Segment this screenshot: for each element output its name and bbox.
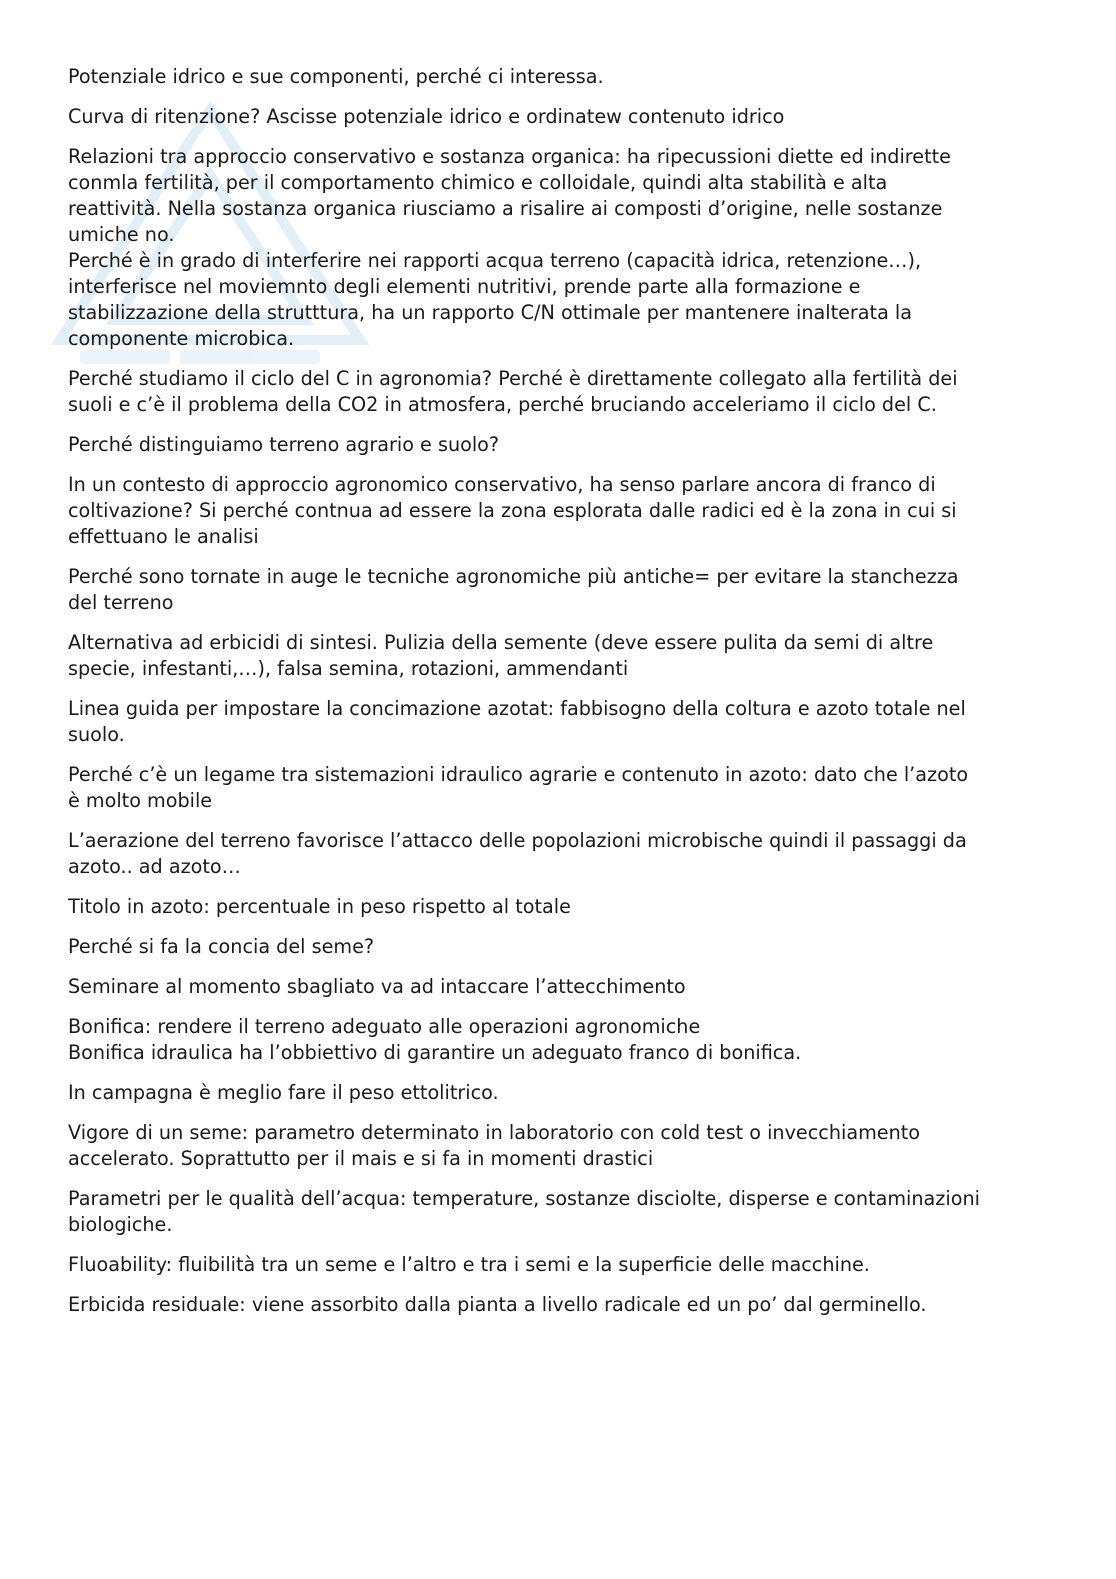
text-line: Erbicida residuale: viene assorbito dalla pianta a livello radicale ed un po’ dal germinello. bbox=[68, 1293, 927, 1316]
text-line: del terreno bbox=[68, 591, 174, 614]
text-line: Relazioni tra approccio conservativo e sostanza organica: ha ripecussioni diette ed indirette bbox=[68, 145, 951, 168]
text-line: azoto.. ad azoto… bbox=[68, 855, 241, 878]
text-line: Fluoability: fluibilità tra un seme e l’altro e tra i semi e la superficie delle macchine. bbox=[68, 1253, 870, 1276]
text-line: Perché distinguiamo terreno agrario e suolo? bbox=[68, 433, 500, 456]
text-line: Bonifica: rendere il terreno adeguato alle operazioni agronomiche bbox=[68, 1015, 701, 1038]
paragraph bbox=[68, 1080, 1053, 1106]
paragraph bbox=[68, 1014, 1053, 1066]
paragraph bbox=[68, 64, 1053, 90]
paragraph bbox=[68, 894, 1053, 920]
text-line: biologiche. bbox=[68, 1213, 173, 1236]
text-line: coltivazione? Si perché contnua ad essere la zona esplorata dalle radici ed è la zona in cui si bbox=[68, 499, 957, 522]
text-line: componente microbica. bbox=[68, 327, 295, 350]
paragraph bbox=[68, 472, 1053, 550]
paragraph bbox=[68, 934, 1053, 960]
text-line: Linea guida per impostare la concimazione azotat: fabbisogno della coltura e azoto totale nel bbox=[68, 697, 966, 720]
paragraph bbox=[68, 1186, 1053, 1238]
paragraph bbox=[68, 828, 1053, 880]
paragraph bbox=[68, 564, 1053, 616]
text-line: Vigore di un seme: parametro determinato in laboratorio con cold test o invecchiamento bbox=[68, 1121, 921, 1144]
text-line: umiche no. bbox=[68, 223, 175, 246]
paragraph bbox=[68, 366, 1053, 418]
text-line: Alternativa ad erbicidi di sintesi. Pulizia della semente (deve essere pulita da semi di altre bbox=[68, 631, 934, 654]
text-line: Perché studiamo il ciclo del C in agronomia? Perché è direttamente collegato alla fertilità dei bbox=[68, 367, 958, 390]
paragraph bbox=[68, 974, 1053, 1000]
text-line: Perché è in grado di interferire nei rapporti acqua terreno (capacità idrica, retenzione…), bbox=[68, 249, 922, 272]
text-line: L’aerazione del terreno favorisce l’attacco delle popolazioni microbische quindi il passaggi da bbox=[68, 829, 967, 852]
text-line: reattività. Nella sostanza organica riusciamo a risalire ai composti d’origine, nelle sostanze bbox=[68, 197, 943, 220]
paragraph bbox=[68, 1292, 1053, 1318]
text-line: interferisce nel moviemnto degli elementi nutritivi, prende parte alla formazione e bbox=[68, 275, 861, 298]
text-line: In campagna è meglio fare il peso ettolitrico. bbox=[68, 1081, 499, 1104]
text-line: Parametri per le qualità dell’acqua: temperature, sostanze disciolte, disperse e contaminazioni bbox=[68, 1187, 980, 1210]
text-line: Titolo in azoto: percentuale in peso rispetto al totale bbox=[68, 895, 571, 918]
text-line: In un contesto di approccio agronomico conservativo, ha senso parlare ancora di franco di bbox=[68, 473, 936, 496]
document-page bbox=[68, 64, 1053, 1332]
paragraph bbox=[68, 432, 1053, 458]
paragraph bbox=[68, 696, 1053, 748]
paragraph bbox=[68, 1252, 1053, 1278]
text-line: Potenziale idrico e sue componenti, perché ci interessa. bbox=[68, 65, 604, 88]
text-line: suolo. bbox=[68, 723, 125, 746]
text-line: Curva di ritenzione? Ascisse potenziale idrico e ordinatew contenuto idrico bbox=[68, 105, 785, 128]
text-line: Perché sono tornate in auge le tecniche agronomiche più antiche= per evitare la stanchezza bbox=[68, 565, 959, 588]
paragraph bbox=[68, 104, 1053, 130]
paragraph bbox=[68, 630, 1053, 682]
text-line: è molto mobile bbox=[68, 789, 213, 812]
text-line: Perché si fa la concia del seme? bbox=[68, 935, 375, 958]
text-line: Seminare al momento sbagliato va ad intaccare l’attecchimento bbox=[68, 975, 686, 998]
text-line: Perché c’è un legame tra sistemazioni idraulico agrarie e contenuto in azoto: dato che l’azoto bbox=[68, 763, 969, 786]
paragraph bbox=[68, 1120, 1053, 1172]
paragraph bbox=[68, 762, 1053, 814]
paragraph bbox=[68, 144, 1053, 352]
text-line: Bonifica idraulica ha l’obbiettivo di garantire un adeguato franco di bonifica. bbox=[68, 1041, 802, 1064]
text-line: conmla fertilità, per il comportamento chimico e colloidale, quindi alta stabilità e alta bbox=[68, 171, 888, 194]
text-line: accelerato. Soprattutto per il mais e si fa in momenti drastici bbox=[68, 1147, 654, 1170]
text-line: specie, infestanti,…), falsa semina, rotazioni, ammendanti bbox=[68, 657, 629, 680]
text-line: stabilizzazione della strutttura, ha un rapporto C/N ottimale per mantenere inalterata la bbox=[68, 301, 913, 324]
text-line: suoli e c’è il problema della CO2 in atmosfera, perché bruciando acceleriamo il ciclo del C. bbox=[68, 393, 937, 416]
text-line: effettuano le analisi bbox=[68, 525, 259, 548]
